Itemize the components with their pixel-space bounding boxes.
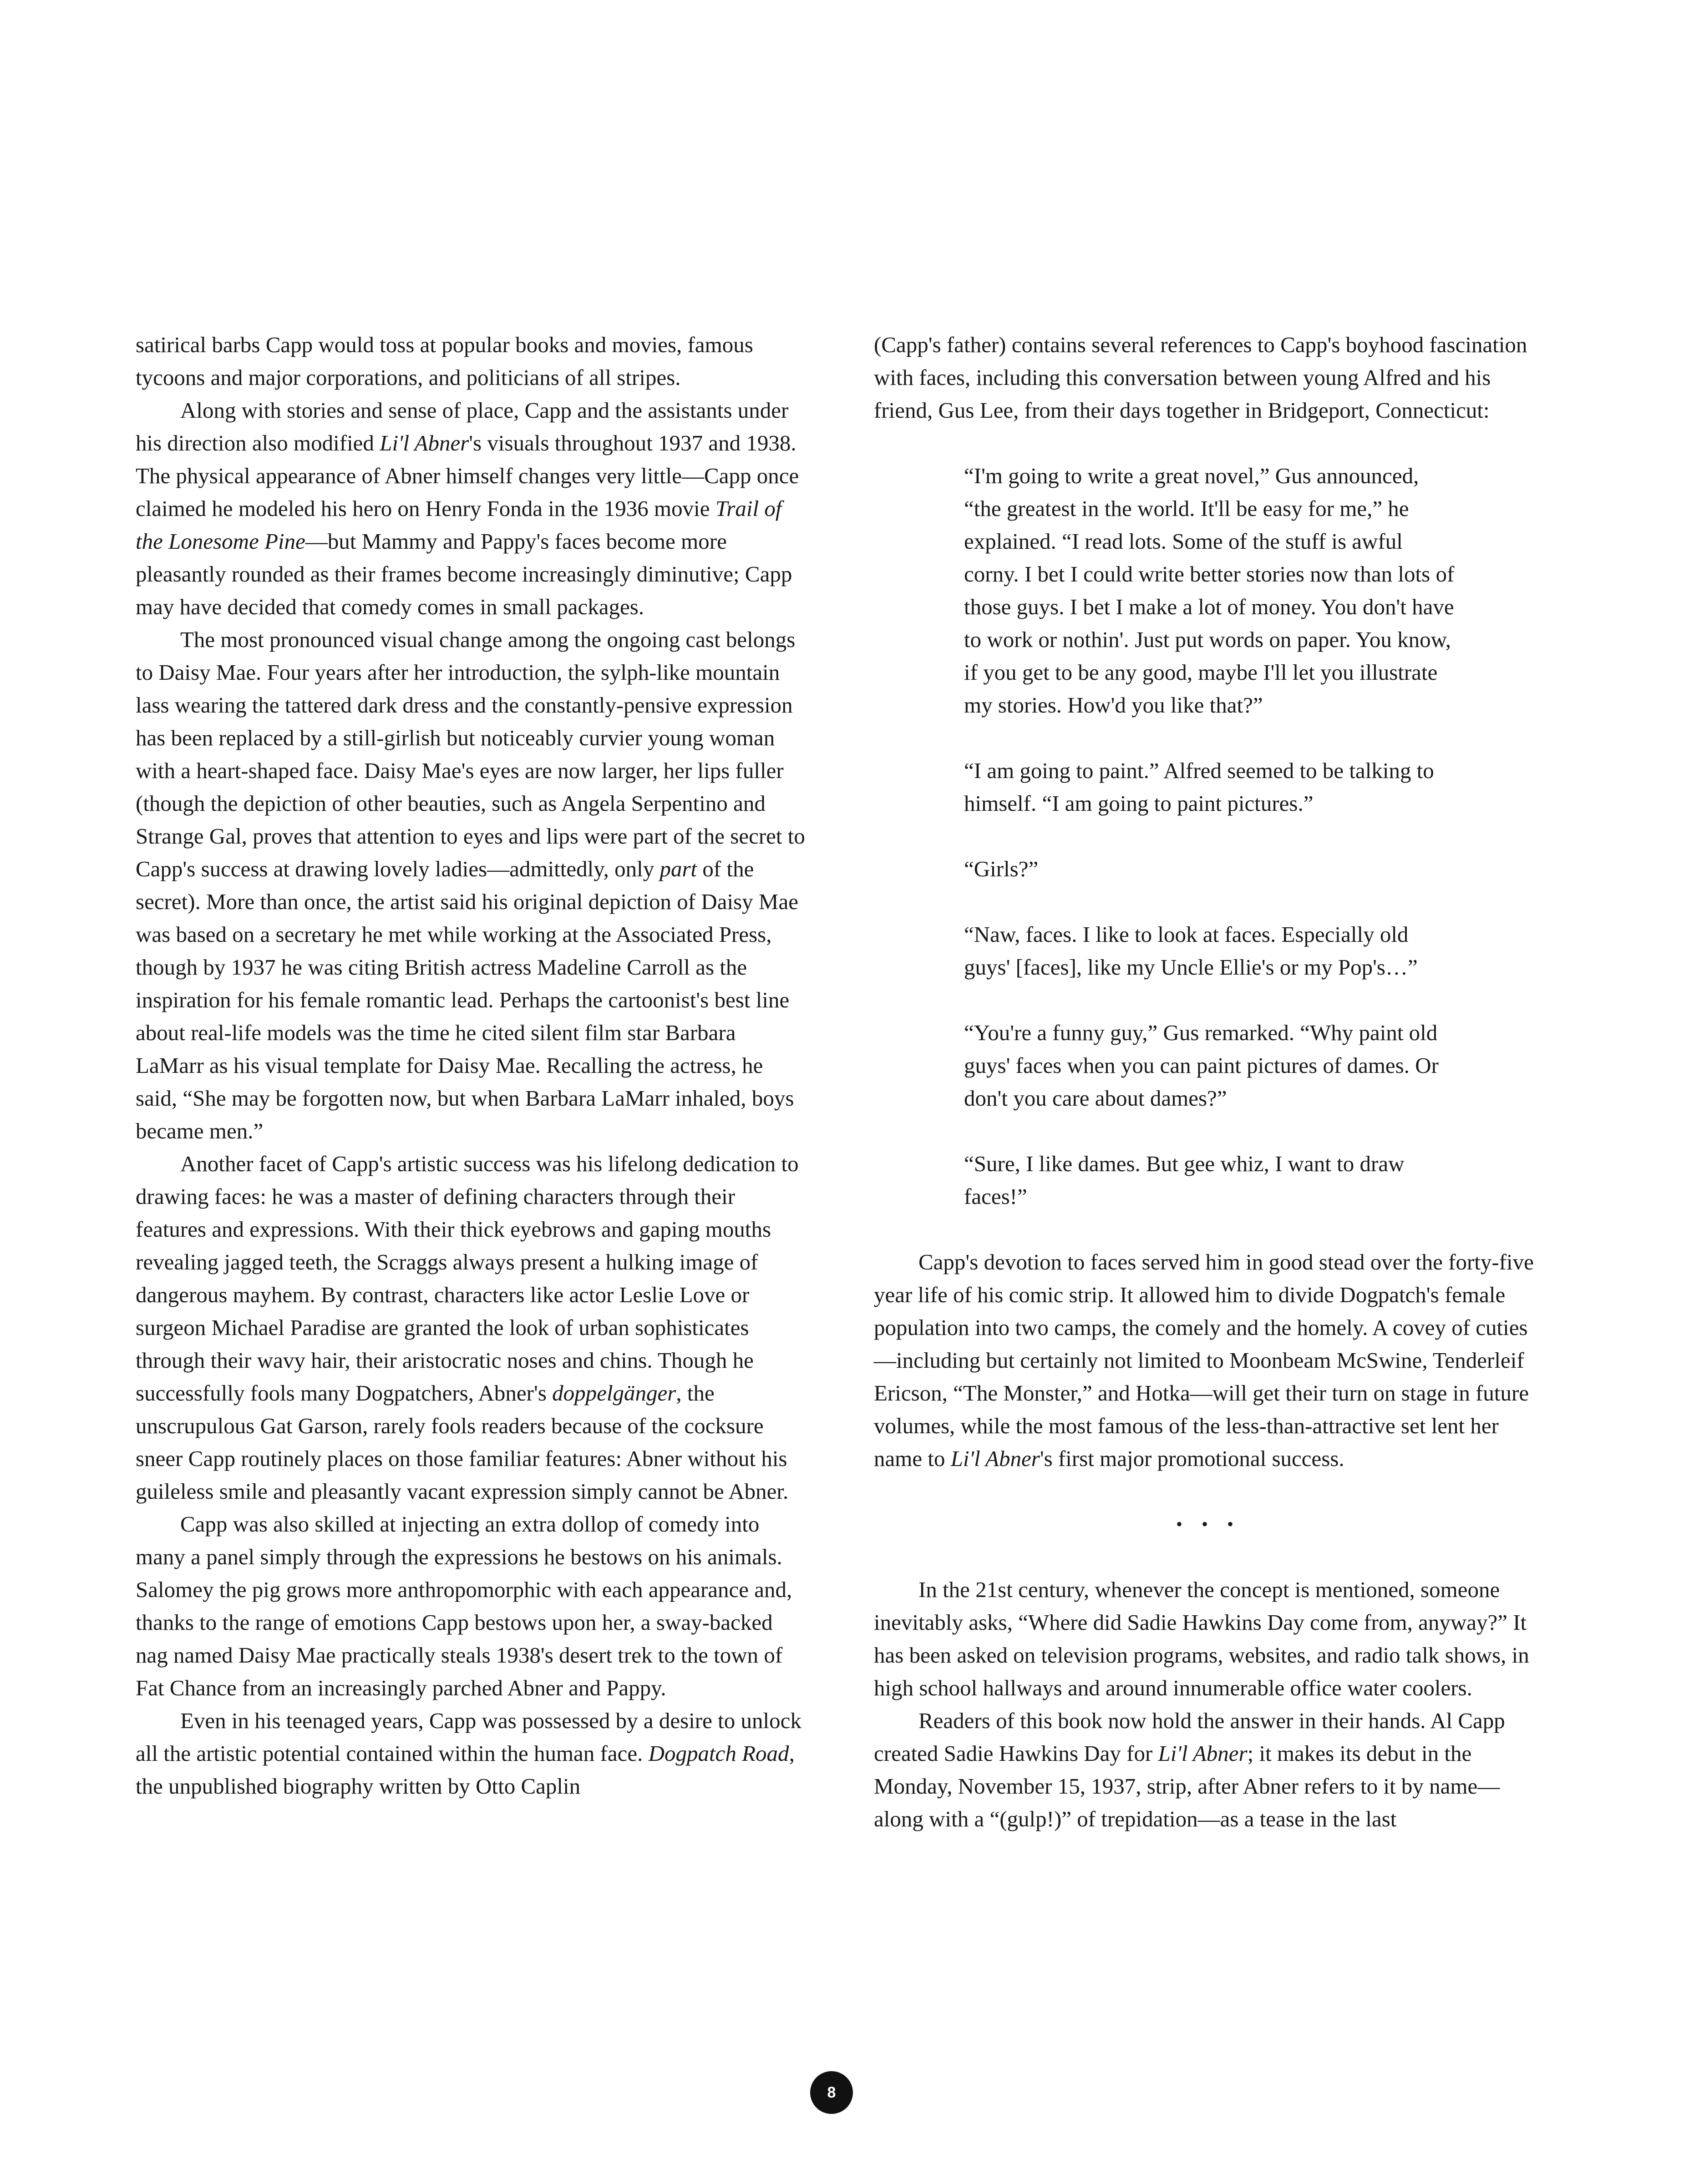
italic-title: Trail of the Lonesome Pine — [136, 496, 782, 554]
text-segment: , the unpublished biography written by Otto Caplin — [136, 1741, 795, 1799]
text-segment: In the 21st century, whenever the concept is mentioned, someone inevitably asks, “Where did Sadie Hawkins Day come from, anyway?” It has been asked on television programs, websites, and radio talk shows, in high school hallways and around innumerable office water coolers. — [874, 1577, 1529, 1700]
italic-emphasis: doppelgänger — [552, 1380, 676, 1405]
text-segment: Along with stories and sense of place, Capp and the assistants under his direction also modified — [136, 398, 789, 455]
text-segment: —but Mammy and Pappy's faces become more pleasantly rounded as their frames become increasingly diminutive; Capp may have decided that comedy comes in small packages. — [136, 529, 792, 619]
paragraph — [136, 329, 809, 394]
right-column — [874, 329, 1543, 1835]
paragraph — [874, 1704, 1543, 1835]
italic-emphasis: part — [659, 856, 697, 881]
block-quote: “Naw, faces. I like to look at faces. Especially old guys' [faces], like my Uncle Ellie's or my Pop's…” — [964, 922, 1418, 980]
text-segment: 's first major promotional success. — [1040, 1446, 1344, 1471]
paragraph — [136, 1704, 809, 1803]
block-quote: “Sure, I like dames. But gee whiz, I want to draw faces!” — [964, 1151, 1405, 1209]
text-segment: (Capp's father) contains several references to Capp's boyhood fascination with faces, including this conversation between young Alfred and his friend, Gus Lee, from their days together in Bridgeport, Connecticut: — [874, 332, 1527, 423]
text-segment: , the unscrupulous Gat Garson, rarely fools readers because of the cocksure sneer Capp routinely places on those familiar features: Abner without his guileless smile and pleasantly vacant expression simply cannot be Abner. — [136, 1380, 789, 1504]
left-column — [136, 329, 809, 1803]
text-segment: Capp was also skilled at injecting an extra dollop of comedy into many a panel simply through the expressions he bestows on his animals. Salomey the pig grows more anthropomorphic with each appearance and, thanks to the range of emotions Capp bestows upon her, a sway-backed nag named Daisy Mae practically steals 1938's desert trek to the town of Fat Chance from an increasingly parched Abner and Pappy. — [136, 1512, 792, 1700]
text-segment: ; it makes its debut in the Monday, November 15, 1937, strip, after Abner refers to it by name—along with a “(gulp!)” of trepidation—as a tease in the last — [874, 1741, 1500, 1831]
italic-title: Li'l Abner — [950, 1446, 1040, 1471]
paragraph — [136, 1508, 809, 1704]
text-segment: satirical barbs Capp would toss at popular books and movies, famous tycoons and major corporations, and politicians of all stripes. — [136, 332, 753, 390]
block-quote: “You're a funny guy,” Gus remarked. “Why paint old guys' faces when you can paint pictures of dames. Or don't you care about dames?” — [964, 1020, 1439, 1111]
page-number-badge: 8 — [810, 2071, 853, 2114]
paragraph — [136, 394, 809, 623]
paragraph — [874, 329, 1543, 427]
italic-title: Li'l Abner — [380, 430, 469, 455]
text-segment: The most pronounced visual change among the ongoing cast belongs to Daisy Mae. Four years after her introduction, the sylph-like mountain lass wearing the tattered dark dress and the constantly-pensive expression has been replaced by a still-girlish but noticeably curvier young woman with a heart-shaped face. Daisy Mae's eyes are now larger, her lips fuller (though the depiction of other beauties, such as Angela Serpentino and Strange Gal, proves that attention to eyes and lips were part of the secret to Capp's success at drawing lovely ladies—admittedly, only — [136, 627, 805, 881]
block-quote: “Girls?” — [964, 856, 1039, 881]
paragraph — [136, 1148, 809, 1508]
block-quote: “I am going to paint.” Alfred seemed to be talking to himself. “I am going to paint pictures.” — [964, 758, 1434, 816]
italic-title: Li'l Abner — [1158, 1741, 1248, 1766]
text-segment: of the secret). More than once, the artist said his original depiction of Daisy Mae was based on a secretary he met while working at the Associated Press, though by 1937 he was citing British actress Madeline Carroll as the inspiration for his female romantic lead. Perhaps the cartoonist's best line about real-life models was the time he cited silent film star Barbara LaMarr as his visual template for Daisy Mae. Recalling the actress, he said, “She may be forgotten now, but when Barbara LaMarr inhaled, boys became men.” — [136, 856, 798, 1143]
text-segment: Even in his teenaged years, Capp was possessed by a desire to unlock all the artistic potential contained within the human face. — [136, 1708, 801, 1766]
text-segment: Readers of this book now hold the answer in their hands. Al Capp created Sadie Hawkins Day for — [874, 1708, 1505, 1766]
text-segment: Capp's devotion to faces served him in good stead over the forty-five year life of his comic strip. It allowed him to divide Dogpatch's female population into two camps, the comely and the homely. A covey of cuties—including but certainly not limited to Moonbeam McSwine, Tenderleif Ericson, “The Monster,” and Hotka—will get their turn on stage in future volumes, while the most famous of the less-than-attractive set lent her name to — [874, 1249, 1534, 1471]
paragraph — [874, 1246, 1543, 1475]
text-segment: 's visuals throughout 1937 and 1938. The physical appearance of Abner himself changes very little—Capp once claimed he modeled his hero on Henry Fonda in the 1936 movie — [136, 430, 799, 521]
italic-title: Dogpatch Road — [648, 1741, 789, 1766]
text-segment: Another facet of Capp's artistic success was his lifelong dedication to drawing faces: he was a master of defining characters through their features and expressions. With their thick eyebrows and gaping mouths revealing jagged teeth, the Scraggs always present a hulking image of dangerous mayhem. By contrast, characters like actor Leslie Love or surgeon Michael Paradise are granted the look of urban sophisticates through their wavy hair, their aristocratic noses and chins. Though he successfully fools many Dogpatchers, Abner's — [136, 1151, 799, 1405]
paragraph — [136, 623, 809, 1148]
section-separator: • • • — [1176, 1514, 1241, 1534]
paragraph — [874, 1573, 1543, 1704]
block-quote: “I'm going to write a great novel,” Gus announced, “the greatest in the world. It'll be easy for me,” he explained. “I read lots. Some of the stuff is awful corny. I bet I could write better stories now than lots of those guys. I bet I make a lot of money. You don't have to work or nothin'. Just put words on paper. You know, if you get to be any good, maybe I'll let you illustrate my stories. How'd you like that?” — [964, 463, 1455, 718]
